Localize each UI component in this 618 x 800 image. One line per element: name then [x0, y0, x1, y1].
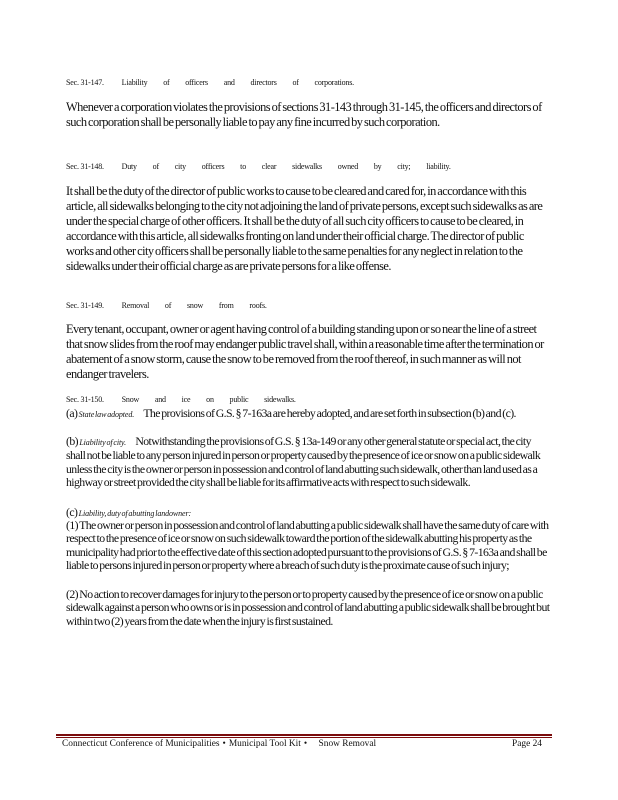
section-body-31-149: Every tenant, occupant, owner or agent having control of a building standing upon or so near the line of a street that snow slides from the roof may endanger public travel shall, within a reasonable time after the termination or abatement of a snow storm, cause the snow to be removed from the roof thereof, in such manner as will not endanger travelers. — [66, 322, 544, 381]
subsection-text: Notwithstanding the provisions of G.S. § 13a-149 or any other general statute or special act, the city shall not be liable to any person injured in person or property caused by the presence of ice or snow on a public sidewalk unless the city is the owner or person in possession and control of land abutting such sidewalk, other than land used as a highway or street provided the city shall be liable for its affirmative acts with respect to such sidewalk. — [66, 434, 541, 490]
subsection-c-item-1: (1) The owner or person in possession and control of land abutting a public sidewalk shall have the same duty of care with respect to the presence of ice or snow on such sidewalk toward the portion of the sidewalk abutting his property as the municipality had prior to the effective date of this section adopted pursuant to the provisions of G.S. § 7-163a and shall be liable to persons injured in person or property where a breach of such duty is the proximate cause of such injury; — [66, 518, 549, 573]
subsection-a — [66, 407, 550, 421]
subsection-label: (b) — [66, 434, 78, 448]
page-footer — [62, 739, 548, 753]
subsection-heading: State law adopted. — [78, 410, 135, 419]
section-body-31-148: It shall be the duty of the director of public works to cause to be cleared and cared for, in accordance with this article, all sidewalks belonging to the city not adjoining the land of private persons, except such sidewalks as are under the special charge of other officers. It shall be the duty of all such city officers to cause to be cleared, in accordance with this article, all sidewalks fronting on land under their official charge. The director of public works and other city officers shall be personally liable to the same penalties for any neglect in relation to the sidewalks under their official charge as are private persons for a like offense. — [66, 184, 543, 273]
section-heading-31-147 — [66, 78, 546, 87]
section-number: Sec. 31-149. — [66, 301, 104, 310]
footer-rule — [56, 734, 552, 736]
footer-separator: • — [222, 739, 226, 749]
section-number: Sec. 31-150. — [66, 395, 104, 404]
section-heading-31-150 — [66, 395, 546, 404]
subsection-label: (a) — [66, 406, 78, 420]
subsection-heading: Liability of city. — [79, 438, 126, 447]
footer-topic: Snow Removal — [318, 739, 377, 749]
subsection-b — [66, 435, 550, 490]
section-title: Liability of officers and directors of corporations. — [121, 78, 354, 87]
page-number: Page 24 — [512, 739, 542, 749]
footer-kit: Municipal Tool Kit — [228, 739, 301, 749]
section-body-31-147: Whenever a corporation violates the provisions of sections 31-143 through 31-145, the officers and directors of such corporation shall be personally liable to pay any fine incurred by such corporation. — [66, 100, 542, 129]
footer-separator: • — [303, 739, 308, 749]
section-heading-31-149 — [66, 301, 546, 310]
subsection-c-item-2: (2) No action to recover damages for injury to the person or to property caused by the presence of ice or snow on a public sidewalk against a person who owns or is in possession and control of land abutting a public sidewalk shall be brought but within two (2) years from the date when the injury is first sustained. — [66, 587, 550, 628]
footer-source — [62, 739, 376, 749]
footer-rule-thin — [56, 737, 552, 738]
section-title: Snow and ice on public sidewalks. — [121, 395, 296, 404]
section-title: Removal of snow from roofs. — [121, 301, 267, 310]
subsection-text: The provisions of G.S. § 7-163a are hereby adopted, and are set forth in subsection (b) and (c). — [143, 406, 516, 420]
subsection-heading: Liability, duty of abutting landowner: — [78, 509, 192, 518]
section-heading-31-148 — [66, 162, 546, 171]
footer-org: Connecticut Conference of Municipalities — [62, 739, 220, 749]
subsection-label: (c) — [66, 505, 78, 519]
section-title: Duty of city officers to clear sidewalks owned by city; liability. — [121, 162, 451, 171]
section-number: Sec. 31-148. — [66, 162, 104, 171]
section-number: Sec. 31-147. — [66, 78, 104, 87]
